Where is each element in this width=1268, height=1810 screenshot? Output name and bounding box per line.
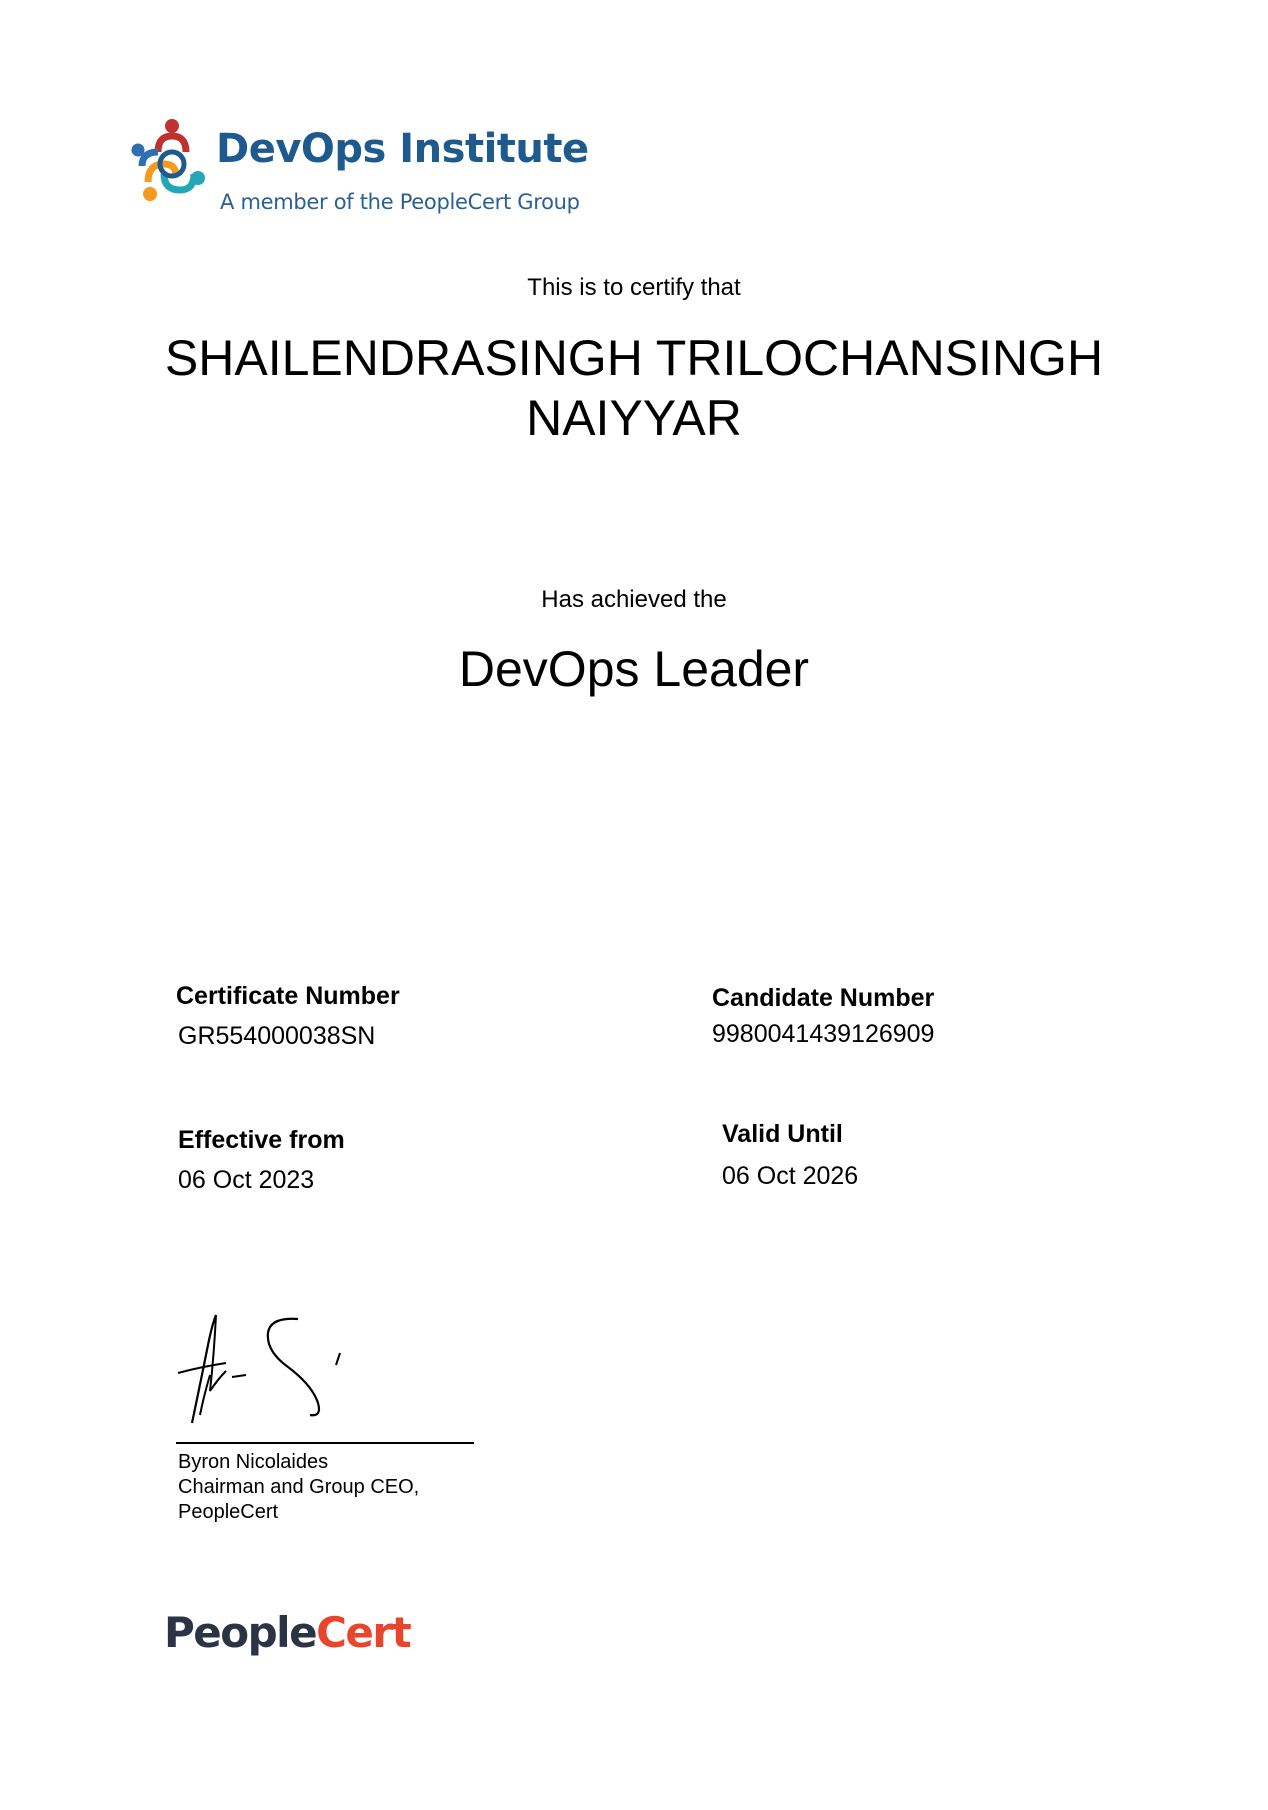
logo-tagline: A member of the PeopleCert Group [220, 190, 580, 214]
effective-from-label: Effective from [178, 1126, 345, 1154]
certificate-number-value: GR554000038SN [178, 1022, 376, 1050]
achievement-intro: Has achieved the [541, 586, 727, 613]
valid-until-value: 06 Oct 2026 [722, 1162, 859, 1190]
valid-until-label: Valid Until [722, 1120, 843, 1148]
signatory-company: PeopleCert [178, 1501, 279, 1523]
logo-brand-text: DevOps Institute [216, 126, 589, 172]
effective-from-value: 06 Oct 2023 [178, 1166, 315, 1194]
certify-intro: This is to certify that [527, 274, 741, 301]
holder-name-line1: SHAILENDRASINGH TRILOCHANSINGH [164, 330, 1104, 386]
candidate-number-value: 9980041439126909 [712, 1020, 935, 1048]
signature-graphic [170, 1305, 370, 1433]
signature-line [176, 1442, 474, 1444]
peoplecert-logo-people: People [164, 1608, 317, 1657]
peoplecert-logo-cert: Cert [316, 1608, 411, 1657]
devops-institute-logo-icon [128, 116, 208, 206]
signatory-role: Chairman and Group CEO, [178, 1476, 420, 1498]
signatory-block [178, 1450, 419, 1525]
signatory-name: Byron Nicolaides [178, 1451, 329, 1473]
certification-title: DevOps Leader [458, 641, 810, 697]
peoplecert-logo [164, 1608, 410, 1657]
certificate-number-label: Certificate Number [176, 982, 400, 1010]
holder-name [84, 328, 1184, 448]
holder-name-line2: NAIYYAR [526, 390, 742, 446]
candidate-number-label: Candidate Number [712, 984, 935, 1012]
devops-institute-logo [120, 110, 600, 220]
